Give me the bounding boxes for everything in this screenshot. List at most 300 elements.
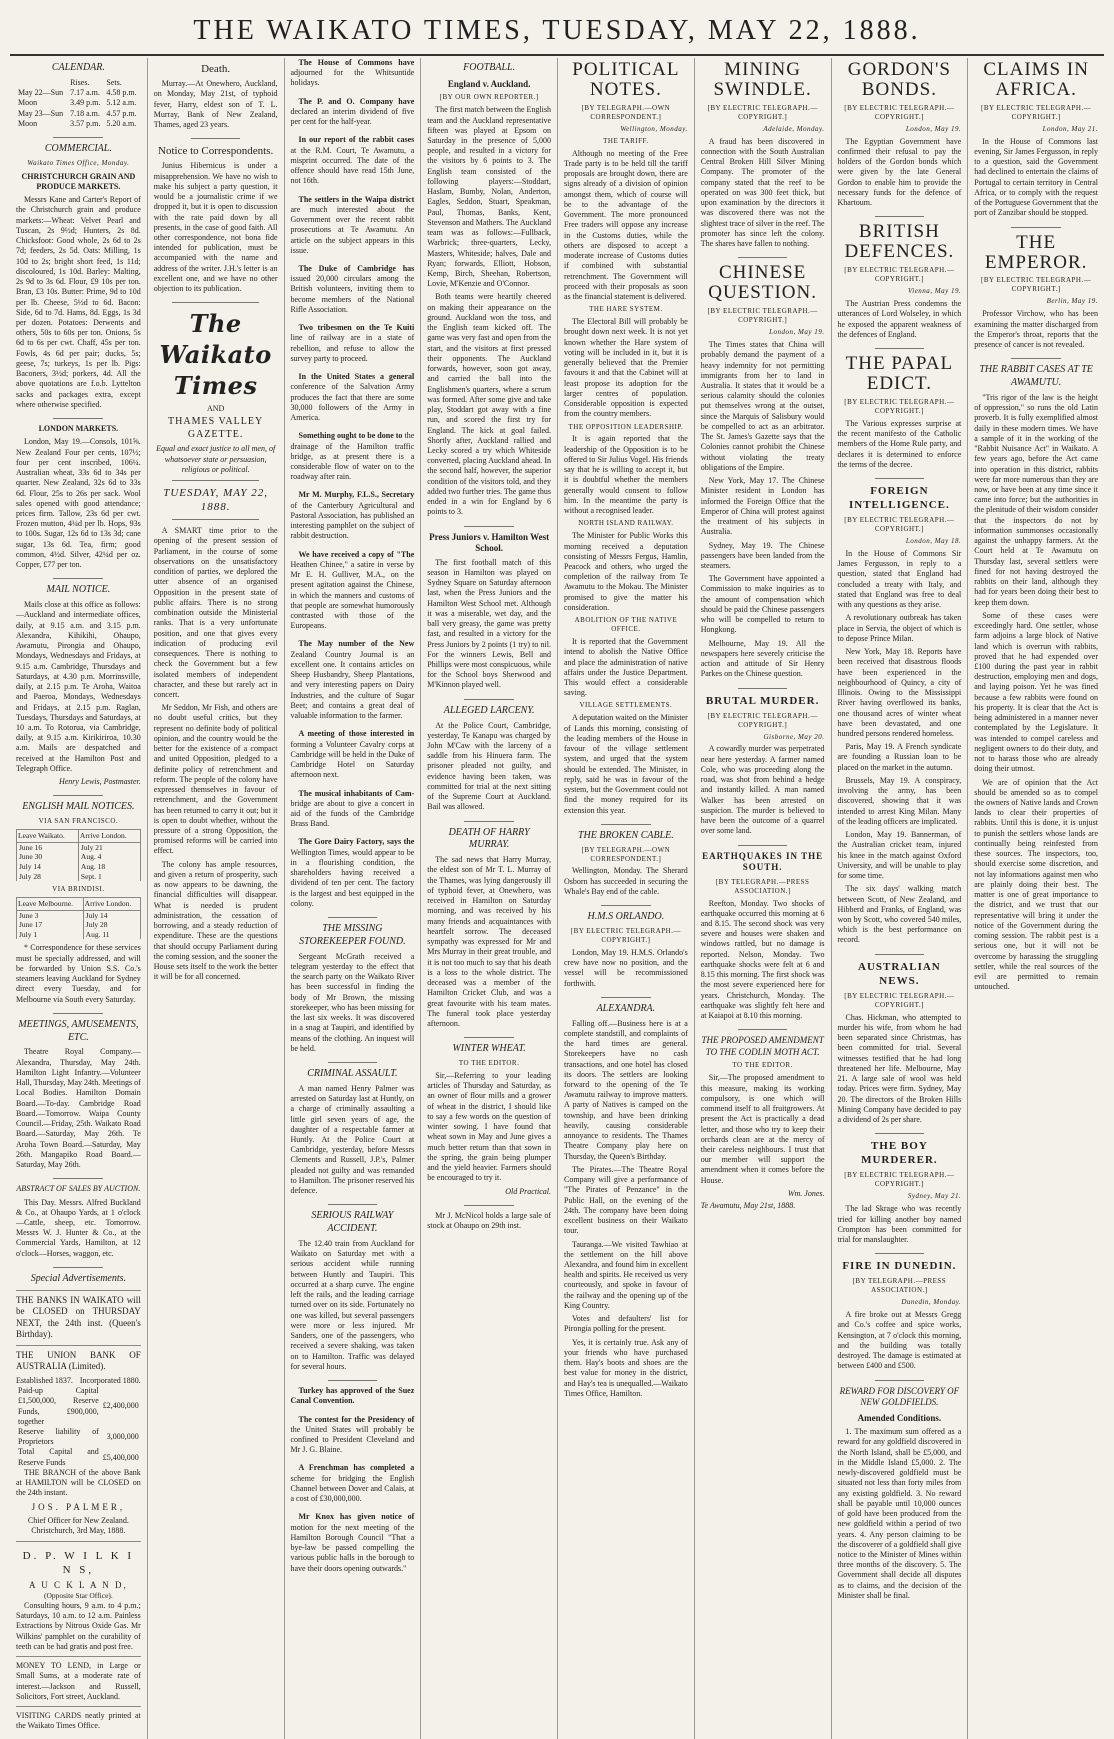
hare-body: The Electoral Bill will probably be brought down next week. It is not yet known whether the Hare system of voting will be included in it, but it is generally believed that the Premier favours it and that the Cabinet will at least propose its adoption for the larger centres of population. Considerable opposition is expected from the country members. [564,317,688,419]
dentist-addr: (Opposite Star Office). [43,1591,113,1601]
table-header: Arrive London. [83,898,140,911]
union-est: Established 1837. [16,1375,73,1385]
table-cell: July 28 [83,920,140,930]
rabbit-body: "Tris rigor of the law is the height of oppression," so runs the old Latin proverb. It is fully exemplified almost daily in these modern times. We have a sample of it in the working of the "Rabbit Nuisance Act" in Waikato. A few years ago, before the Act came into operation in this district, rabbits were far more numerous than they are now, or have been at any time since it came into force; but the authorities in the plenitude of their wisdom consider that the inspectors do not by information summonses occasionally against the unhappy farmers. At the Court held at Te Awamutu on Thursday last, several settlers were fined for not having destroyed the rabbits on their land, although they had for years been doing their best to keep them down. [974,392,1098,607]
rabbit-title: THE RABBIT CASES AT TE AWAMUTU. [979,364,1093,389]
table-cell: 7.18 a.m. [70,108,100,118]
wheat-title: WINTER WHEAT. [452,1043,526,1055]
emperor-title: THE EMPEROR. [984,231,1088,273]
paper-sub: THAMES VALLEY GAZETTE. [168,415,264,440]
larceny-title: ALLEGED LARCENY. [443,704,535,716]
paper-tag: Equal and exact justice to all men, of whatsoever state or persuasion, religious or political. [156,444,276,474]
table-row [17,830,141,843]
item-lead: Mr Knox has given notice of [298,1512,415,1522]
mining-place: Adelaide, Monday. [763,124,825,133]
item-body: adjourned for the Whitsuntide holidays. [290,68,415,88]
table-cell: June 17 [17,920,84,930]
divider [328,917,378,918]
news-item [291,135,415,186]
football-body: Both teams were heartily cheered on making their appearance on the ground. Auckland won the toss, and the English team kicked off. The game was very fast and open from the start, and the visitors at first pressed their opponents. The Auckland forwards, however, soon got away, and carried the ball into the Englishmen's quarters, where a scrum was formed. After some give and take play, Stoddart got away with a fine run, and scored the first try for England. The kick at goal failed. Shortly after, Auckland rallied and Lecky scored a try which Whiteside converted, placing Auckland ahead. In the second half, however, the superior condition of the visitors told, and they added two further tries. The game thus ended in a win for England by 6 points to 3. [427,292,551,517]
death-body: Murray.—At Onewhero, Auckland, on Monday, May 21st, of typhoid fever, Harry, eldest son of T. L. Murray, Bank of New Zealand, Thames, aged 23 years. [153,79,278,130]
item-lead: The P. and O. Company have [298,96,415,106]
table-cell: Reserve liability of Proprietors [18,1426,99,1447]
alexandra-body: The Pirates.—The Theatre Royal Company will give a performance of "The Pirates of Penzance" in the Public Hall, on the evening of the 24th. The company have been doing excellent business on their Waikato tour. [564,1164,688,1236]
visiting-ad [16,1706,141,1731]
calendar-title: CALENDAR. [51,62,105,73]
australian-body: Chas. Hickman, who attempted to murder his wife, from whom he had been separated since Christmas, has been committed for trial. Several witnesses testified that he had long threatened her life. Melbourne, May 21. A large sale of wool was held today. Prices were firm. Sydney, May 20. The directors of the Broken Hills Mining Company have decided to pay a dividend of 2s per share. [837,1012,962,1125]
gordon-title: GORDON'S BONDS. [847,59,952,100]
special-ads [16,1273,141,1732]
boy-body: The lad Skrage who was recently tried for killing another boy named Crompton has been committed for trial for manslaughter. [837,1204,962,1245]
emperor-body: Professor Virchow, who has been examining the matter discharged from the Emperor's throat, reports that the presence of cancer is not revealed. [974,309,1098,350]
mining-article [701,60,825,249]
paper-and: AND [206,403,225,413]
emperor-by: [BY ELECTRIC TELEGRAPH.—COPYRIGHT.] [981,276,1092,294]
wheat-sign: Old Practical. [505,1186,551,1196]
column-2 [147,58,284,1739]
item-lead: The settlers in the Waipa district [298,194,415,204]
death-article-title: DEATH OF HARRY MURRAY. [448,826,530,851]
notice-correspondents [154,144,278,294]
chinese-title: CHINESE QUESTION. [708,262,817,304]
item-lead: The Gore Dairy Factory, says the [298,837,415,847]
divider [464,821,514,822]
table-row [16,1447,141,1467]
news-item [291,195,415,256]
visiting-body: VISITING CARDS neatly printed at the Waikato Times Office. [16,1710,141,1731]
divider [172,302,259,303]
fire-article [838,1259,962,1371]
mining-body: A fraud has been discovered in connection with the South Australian Central Broken Hill Silver Mining Company. The promoter of the company stated that the reef to be operated on was 300 feet thick, but upon examination by the directors it was discovered there was not the slightest trace of silver in the reef. The promoter has since left the colony. The shares have fallen to nothing. [700,136,825,249]
item-lead: In the United States a general [298,372,415,382]
divider [875,478,925,479]
column-7 [831,58,968,1739]
table-cell: Moon [18,118,38,128]
divider [53,1267,103,1268]
wheat-sub: TO THE EDITOR. [458,1059,520,1067]
boy-article [838,1139,962,1245]
mail-notice [16,584,141,787]
calendar-table [16,78,141,129]
news-item [291,264,415,315]
claims-by: [BY ELECTRIC TELEGRAPH.—COPYRIGHT.] [981,103,1092,121]
chinese-body: The Times states that China will probably demand the payment of a heavy indemnity for not permitting immigrants from her to land in Australia. It states that it would be a serious calamity should the colonies put themselves wrong at the outset, since the Marquis of Salisbury would be compelled to act as an arbitrator. The St. James's Gazette says that the Colonies cannot prohibit the Chinese without violating the treaty obligations of the Empire. [700,340,825,472]
item-body: Wellington Times, would appear to be in a flourishing condition, the shareholders having received a dividend of ten per cent. The factory is the largest and best equipped in the colony. [290,847,415,908]
item-body: at the R.M. Court, Te Awamutu, a misprint occurred. The date of the offence should have read 15th June, not 16th. [290,145,415,186]
news-item [291,1415,415,1456]
political-place: Wellington, Monday. [620,124,688,133]
abstract-sales [16,1184,141,1259]
table-cell: Sept. 1 [78,872,140,882]
mail-sign: Henry Lewis, Postmaster. [58,777,141,787]
paper-masthead [154,309,278,520]
masthead-title: THE WAIKATO TIMES, TUESDAY, MAY 22, 1888. [193,15,921,46]
chinese-body: The Government have appointed a Commission to make inquiries as to the amount of compensation which should be paid the Chinese passengers who will be compelled to return to Hongkong. [700,574,825,635]
divider [875,954,925,955]
broken-body: Wellington, Monday. The Sherard Osborn has succeeded in securing the Whale's Bay end of the cable. [564,866,688,896]
papal-by: [BY ELECTRIC TELEGRAPH.—COPYRIGHT.] [844,397,955,415]
divider [464,526,514,527]
item-lead: The Duke of Cambridge has [298,263,415,273]
money-body: MONEY TO LEND, in Large or Small Sums, at a moderate rate of interest.—Jackson and Russell, Solicitors, Fort street, Auckland. [16,1661,141,1701]
reward-article [838,1386,962,1602]
alexandra-body: Yes, it is certainly true. Ask any of your friends who have purchased them. Hay's boots and shoes are the best value for money in the district, and Hay's tea is unequalled.—Waikato Times Office, Hamilton. [564,1337,688,1398]
boy-by: [BY ELECTRIC TELEGRAPH.—COPYRIGHT.] [844,1171,955,1189]
news-item [291,490,415,541]
union-dates [16,1376,141,1386]
juniors-title: Press Juniors v. Hamilton West School. [429,531,550,554]
foreign-title: FOREIGN INTELLIGENCE. [849,485,950,512]
british-place: Vienna, May 19. [908,287,962,296]
paper-title: The Waikato Times [159,309,272,400]
divider [53,137,103,138]
paper-date: TUESDAY, MAY 22, 1888. [163,487,269,514]
item-lead: Something ought to be done to [298,431,403,441]
news-item [291,97,415,128]
abstract-title: ABSTRACT OF SALES BY AUCTION. [16,1184,141,1194]
alexandra-body: Falling off.—Business here is at a complete standstill, and complaints of the hard times are general. Storekeepers have no cash transactions, and one hotel has closed its doors. The settlers are looking forward to the opening of the Te Awamutu railway to improve matters. A party of Natives is camped on the township, and have been drinking heavily, causing considerable annoyance to residents. The Thames Theatre Company play here on Thursday, the Queen's Birthday. [564,1018,688,1161]
village-title: VILLAGE SETTLEMENTS. [579,701,673,710]
table-cell: July 14 [17,862,79,872]
editorial-para: The colony has ample resources, and given a return of prosperity, such as now appears to be dawning, the financial difficulties will disappear. What is needed is prudent administration, the cessation of borrowing, and a steady reduction of expenditure. These are the questions that should occupy Parliament during the coming session, and the sooner the House sets itself to the work the better it will be for all concerned. [153,859,278,982]
table-row [16,119,141,129]
divider [464,1037,514,1038]
news-item [291,729,415,780]
wheat-body: Sir,—Referring to your leading articles of Thursday and Saturday, as an owner of flour mills and a grower of wheat in the district, I should like to say a few words on the question of winter sowing. I have found that wheat sown in May and June gives a much better return than that sown in the spring, the grain being plumper and the yield heavier. Farmers should be encouraged to try it. [427,1070,551,1183]
abstract-body: This Day. Messrs. Alfred Buckland & Co., at Ohaupo Yards, at 1 o'clock—Cattle, sheep, etc. Tomorrow. Messrs W. J. Hunter & Co., at the Commercial Yards, Hamilton, at 12 o'clock—Horses, waggon, etc. [16,1197,141,1258]
commercial-office: Waikato Times Office, Monday. [27,158,130,167]
table-cell: Aug. 18 [78,862,140,872]
football-article [427,62,551,518]
alexandra-title: ALEXANDRA. [596,1002,656,1014]
banks-body: THE BANKS IN WAIKATO will be CLOSED on THURSDAY NEXT, the 24th inst. (Queen's Birthday). [16,1294,141,1340]
mining-title: MINING SWINDLE. [713,59,812,100]
british-body: The Austrian Press condemns the utterances of Lord Wolseley, in which he exposed the apparent weakness of the defences of England. [837,299,962,339]
mining-by: [BY ELECTRIC TELEGRAPH.—COPYRIGHT.] [707,103,818,121]
larceny-article [427,705,551,813]
table-cell: June 30 [17,852,79,862]
native-title: ABOLITION OF THE NATIVE OFFICE. [574,616,678,634]
table-cell: July 28 [17,872,79,882]
item-lead: Two tribesmen on the Te Kuiti [298,323,415,333]
divider [601,905,651,906]
dentist-city: A U C K L A N D, [29,1579,128,1590]
column-1 [10,58,147,1739]
foreign-body: New York, May 18. Reports have been received that disastrous floods have been experienced in the neighbourhood of Quincy, a city of Illinois. Owing to the Mississippi River having overflowed its banks, one thousand acres of winter wheat have been devastated, and one hundred persons rendered homeless. [837,647,962,738]
table-row [17,862,141,872]
table-row [17,852,141,862]
news-item [291,372,415,423]
ship-table-2 [16,897,141,939]
via-brindisi: VIA BRINDISI. [52,885,105,894]
table-cell: Total Capital and Reserve Funds [18,1447,99,1467]
orlando-title: H.M.S ORLANDO. [587,911,665,923]
brutal-title: BRUTAL MURDER. [705,694,820,707]
fire-title: FIRE IN DUNEDIN. [842,1260,957,1273]
australian-article [838,960,962,1126]
column-6 [694,58,831,1739]
table-cell: May 22—Sun [18,88,64,98]
foreign-body: Paris, May 19. A French syndicate are founding a Russian loan to be placed on the market in the autumn. [837,742,962,772]
london-markets [16,424,141,570]
british-title: BRITISH DEFENCES. [844,221,955,263]
union-inc: Incorporated 1880. [79,1375,141,1385]
divider [53,578,103,579]
emperor-article [974,233,1098,351]
meetings-title: MEETINGS, AMUSEMENTS, ETC. [18,1018,139,1043]
union-bank-name: THE UNION BANK OF AUSTRALIA (Limited). [16,1349,141,1372]
reward-body: 1. The maximum sum offered as a reward for any goldfield discovered in the North Island, shall be £5,000, and in the Middle Island £5,000. 2. The newly-discovered goldfield must be situated not less than forty miles from any existing goldfield. 3. No reward shall be payable until 10,000 ounces of gold have been produced from the new goldfield within a period of two years. 4. Any person claiming to be the discoverer of a goldfield shall give notice to the Minister of Mines within three months of the discovery. 5. The Government shall decide all disputes as to claims, and the decision of the Minister shall be final. [837,1427,962,1600]
british-by: [BY ELECTRIC TELEGRAPH.—COPYRIGHT.] [844,266,955,284]
divider [875,1253,925,1254]
wheat-article [427,1043,551,1197]
chinese-body: Melbourne, May 19. All the newspapers here severely criticise the action and attitude of Sir Henry Parkes on the Chinese question. [700,638,825,679]
table-row [16,88,141,98]
village-body: A deputation waited on the Minister of Lands this morning, consisting of the leading members of the House in favour of the village settlement system, and urged that the system should be extended. The Minister, in reply, said he was in favour of the system, but the Government could not find the money required for its extension this year. [564,713,688,815]
table-cell: June 3 [17,910,84,920]
table-row [16,1427,141,1447]
english-title: ENGLISH MAIL NOTICES. [22,801,135,813]
meetings-body: Theatre Royal Company.—Alexandra, Thursday, May 24th. Hamilton Light Infantry.—Volunteer Hall, Thursday, May 24th. Meetings of Local Bodies. Hamilton Domain Board.—To-day. Cambridge Road Board.—Tomorrow. Waipa County Council.—Friday, 25th. Waikato Road Board.—Saturday, May 26th. Te Aroha Town Board.—Saturday, May 26th. Mangapiko Road Board.—Saturday, May 26th. [16,1047,141,1170]
orlando-body: London, May 19. H.M.S. Orlando's crew have now no position, and the vessel will be recommissioned forthwith. [564,947,688,988]
column-8 [967,58,1104,1739]
alexandra-body: Tauranga.—We visited Tawhiao at the settlement on the hill above Alexandra, and found him in excellent health and spirits. He received us very courteously, and spoke in favour of the railway and the opening up of the King Country. [564,1239,688,1310]
orlando-by: [BY ELECTRIC TELEGRAPH.—COPYRIGHT.] [570,926,681,944]
criminal-body: A man named Henry Palmer was arrested on Saturday last at Huntly, on a charge of criminally assaulting a little girl seven years of age, the daughter of a respectable farmer at Huntly. At the Police Court at Cambridge, yesterday, before Messrs Clements and Russell, J.P.'s, Palmer pleaded not guilty and was remanded to Hamilton. The prisoner reserved his defence. [290,1083,415,1196]
news-item [291,789,415,830]
item-body: forming a Volunteer Cavalry corps at Cambridge will be held in the Duke of Cambridge Hotel on Saturday afternoon next. [290,739,415,780]
table-row [16,109,141,119]
christchurch-body: Messrs Kane and Carter's Report of the Christchurch grain and produce markets:—Wheat: Velvet Pearl and Tuscan, 2s 9½d; Hunters, 2s 8d. Chicksfoot: Good whole, 2s 6d to 2s 7d; feeders, 2s 5d. Oats: Milling, 1s 10d to 2s; bright short feed, 1s 11d; discoloured, 1s 10d. Barley: Malting, 2s 9d to 3s 6d. Flour, £9 10s per ton. Bran, £3 10s. Butter: Prime, 9d to 10d per lb. Cheese, 5½d to 6d. Bacon: Side, 6d to 7d. Hams, 8d. Eggs, 1s 3d per dozen. Potatoes: Derwents and others, 50s to 60s per ton. Onions, 5s 6d to 6s per cwt. Chaff, 45s per ton. Fowls, 4s 6d per pair; ducks, 5s; geese, 7s; turkeys, 1s per lb. Pigs: Baconers, 3½d; porkers, 4d. All the above quotations are f.o.b. Lyttelton sacks and packages extra, except where otherwise specified. [16,195,141,409]
claims-title: CLAIMS IN AFRICA. [983,59,1089,100]
news-item [291,1463,415,1504]
storekeeper-article [291,923,415,1054]
news-item [291,323,415,364]
football-title: FOOTBALL. [463,62,516,73]
item-body: declared an interim dividend of five per cent for the half-year. [290,106,415,127]
table-cell: 3,000,000 [106,1432,139,1442]
item-body: conference of the Salvation Army produces the fact that there are some 30,000 followers of the Army in America. [290,382,415,423]
columns [10,58,1104,1731]
chinese-article [701,263,825,679]
table-cell: £5,400,000 [102,1452,139,1462]
claims-article [974,60,1098,219]
table-header: Leave Waikato. [17,830,79,843]
gordon-by: [BY ELECTRIC TELEGRAPH.—COPYRIGHT.] [844,103,955,121]
banks-ad [16,1290,141,1341]
quake-article [701,851,825,1022]
broken-cable [564,830,688,897]
ship-table [16,829,141,881]
quake-body: Reefton, Monday. Two shocks of earthquake occurred this morning at 6 and 8.15. The second shock was very severe and houses were shaken and windows rattled, but no damage is reported. Nelson, Monday. Two earthquake shocks were felt at 6 and 8.15 this morning. The first shock was the most severe experienced here for years. Christchurch, Monday. The earthquake was slightly felt here and at Kaiapoi at 8.10 this morning. [700,898,825,1021]
football-by: [BY OUR OWN REPORTER.] [439,93,539,102]
broken-title: THE BROKEN CABLE. [577,829,674,841]
football-body: The first match between the English team and the Auckland representative fifteen was played at Epsom on Saturday in the presence of 5,000 people, and resulted in a victory for the visitors by 6 points to 3. The English team consisted of the following players:—Stoddart, Haslam, Bumby, Nolan, Anderton, Eagles, Seddon, Stuart, Speakman, Paul, Thomas, Banks, Kent, Stevenson and Mathers. The Auckland team was as follows:—Fullback, Warbrick; three-quarters, Lecky, Masters, Whiteside; halves, Dale and Ryan; forwards, Elliott, Hobson, Kemp, Birch, Sheehan, Robertson, Lovie, M'Kenzie and O'Connor. [427,105,551,289]
divider [738,688,788,689]
papal-body: The Various expresses surprise at the recent manifesto of the Catholic members of the Home Rule party, and declares it is determined to enforce the terms of the decree. [837,418,962,469]
fire-body: A fire broke out at Messrs Gregg and Co.'s coffee and spice works, Kensington, at 7 o'clock this morning, and the building was totally destroyed. The damage is estimated at between £400 and £500. [837,1310,962,1371]
divider [601,997,651,998]
table-cell: July 14 [83,910,140,920]
divider [172,519,259,520]
item-lead: We have received a copy of "The [298,549,415,559]
table-cell: Moon [18,98,38,108]
divider [53,418,103,419]
item-body: issued 20,000 circulars among the British volunteers, inviting them to become members of the National Rifle Association. [290,274,415,314]
papal-title: THE PAPAL EDICT. [845,353,954,394]
item-lead: The House of Commons have [298,58,415,67]
british-article [838,222,962,340]
item-lead: A Frenchman has completed a [298,1463,415,1473]
item-body: bridge are about to give a concert in aid of the funds of the Cambridge Brass Band. [290,798,415,829]
gordon-place: London, May 19. [905,124,962,133]
amend-sign: Wm. Jones. [787,1188,825,1198]
divider [601,824,651,825]
dentist-name: D. P. W I L K I N S, [22,1549,135,1576]
news-item [291,639,415,721]
tariff-body: Although no meeting of the Free Trade party is to be held till the tariff proposals are brought down, there are signs already of a division of opinion amongst them, which of course will be to the advantage of the Government. The more pronounced Free traders will oppose any increase in the Customs duties, while the others are disposed to accept a moderate increase of Customs duties if combined with substantial retrenchment. The Government will proceed with their proposals as soon as the financial statement is delivered. [564,148,688,301]
death-notice [154,62,278,130]
calendar [16,62,141,129]
quake-by: [BY TELEGRAPH.—PRESS ASSOCIATION.] [715,877,810,895]
juniors-article [427,532,551,691]
divider [464,1205,514,1206]
union-bank-ad [16,1345,141,1537]
table-cell: May 23—Sun [18,108,64,118]
table-header: Leave Melbourne. [17,898,84,911]
railway-body: The Minister for Public Works this morning received a deputation consisting of Messrs Fergus, Hamlin, Peacock and others, who urged the completion of the railway from Te Awamutu to the Mokau. The Minister promised to give the matter his consideration. [564,531,688,612]
palmer-name: JOS. PALMER, [31,1501,126,1512]
table-row [17,898,141,911]
christchurch-title: CHRISTCHURCH GRAIN AND PRODUCE MARKETS. [21,171,136,191]
storekeeper-body: Sergeant McGrath received a telegram yesterday to the effect that the search party on the Waikato River has been successful in finding the body of Mr Brown, the missing storekeeper, who has been missing for the last six weeks. It was discovered in a snag at Taupiri, and identified by means of the clothing. An inquest will be held. [290,951,415,1053]
fire-place: Dunedin, Monday. [901,1298,962,1307]
item-body: scheme for bridging the English Channel between Dover and Calais, at a cost of £30,000,000. [290,1473,415,1504]
foreign-by: [BY ELECTRIC TELEGRAPH.—COPYRIGHT.] [844,516,955,534]
item-body: Zealand Country Journal is an excellent one. It contains articles on Sheep Husbandry, Sheep Plantations, and very interesting papers on Dairy Industries, and the culture of Sugar Beet; and contains a great deal of valuable information to the farmer. [290,649,415,721]
larceny-body: At the Police Court, Cambridge, yesterday, Te Kanapu was charged by John M'Caw with the larceny of a saddle from his Hinuera farm. The prisoner pleaded not guilty, and evidence having been taken, was committed for trial at the next sitting of the Supreme Court at Auckland. Bail was allowed. [427,720,551,812]
table-header: Arrive London. [78,830,140,843]
divider [875,1380,925,1381]
item-lead: The contest for the Presidency of [298,1414,415,1424]
item-body: line of railway are in a state of rebellion, and refuse to allow the survey party to proceed. [290,333,415,363]
branch-text: THE BRANCH of the above Bank at HAMILTON will be CLOSED on the 24th instant. [16,1467,141,1498]
leadership-title: THE OPPOSITION LEADERSHIP. [568,422,684,431]
table-row [16,1386,141,1427]
item-lead: The musical inhabitants of Cam- [298,788,415,798]
rabbit-body: We are of opinion that the Act should be amended so as to compel the owners of Native lands and Crown lands to clear their properties of rabbits. Until this is done, it is unjust to punish the settlers whose lands are continually being reinfested from these sources. The inspectors, too, should exercise some discretion, and not lay informations against men who are plainly doing their best. The matter is one of great importance to the district, and we trust that our representative will bring it under the notice of the Government during the coming session. The rabbit pest is a serious one, but it will not be overcome by harassing the struggling settler, while the real sources of the evil are permitted to remain untouched. [974,777,1098,992]
table-row [17,920,141,930]
editorial-para: Mr Seddon, Mr Fish, and others are no doubt useful critics, but they represent no definite body of political opinion, and the country would be the better for the existence of a compact and united Opposition, pledged to a definite policy of retrenchment and reform. The people of the colony have expressed themselves in favour of retrenchment, and the Government has been returned to carry it out; but it is open to doubt whether, without the pressure of a strong Opposition, the promised reforms will be carried into effect. [153,703,278,856]
table-cell: 4.57 p.m. [106,108,137,118]
native-body: It is reported that the Government intend to abolish the Native Office and place the administration of native affairs under the Justice Department. This would effect a considerable saving. [564,637,688,698]
english-mail [16,801,141,1004]
london-title: LONDON MARKETS. [38,424,119,434]
death-article-body: The sad news that Harry Murray, the eldest son of Mr T. L. Murray of the Thames, was lying dangerously ill of typhoid fever, at Onewhero, was received in Hamilton on Saturday morning, and was received by his many friends and acquaintances with heartfelt sorrow. The deceased sympathy was expressed for Mr and Mrs Murray in their great trouble, and it is not too much to say that his death is a loss to the whole district. The deceased was a member of the Hamilton Cricket Club, and was a great favourite with his team mates. The funeral took place yesterday afternoon. [427,855,551,1028]
reward-sub: Amended Conditions. [857,1412,942,1423]
news-item [291,58,415,89]
brutal-by: [BY ELECTRIC TELEGRAPH.—COPYRIGHT.] [707,711,818,729]
amend-place: Te Awamutu, May 21st, 1888. [700,1201,796,1211]
item-body: the drainage of the Hamilton traffic bridge, as at present there is a considerable flow of water on to the roadway after rain. [290,431,415,482]
boy-place: Sydney, May 21. [907,1192,962,1201]
editorial [154,526,278,982]
item-body: are much interested about the Government over the recent rabbit prosecutions at Te Awamutu. An article on the subject appears in this issue. [290,204,415,255]
railway-title: NORTH ISLAND RAILWAY. [578,519,674,528]
table-cell: Paid-up Capital £1,500,000, Reserve Funds, £900,000, together [18,1386,99,1426]
item-lead: The May number of the New [298,639,415,649]
juniors-body: The first football match of this season in Hamilton was played on Sydney Square on Saturday afternoon last, when the Press Juniors and the Hamilton West School met. Although it was a miserable, wet day, and the ball very greasy, the game was pretty fast, and resulted in a victory for the Press Juniors by 2 points (1 try) to nil. For the winners Lewis, Bell and Phillips were most conspicuous, while for the School boys Sherwood and M'Kinnon played well. [427,557,551,690]
divider [875,348,925,349]
notice-title: Notice to Correspondents. [158,145,274,158]
divider [464,699,514,700]
claims-body: In the House of Commons last evening, Sir James Fergusson, in reply to a question, said the Government had declined to entertain the claims of Portugal to certain territory in Central Africa, or to comply with the request of the Portuguese Government that the port of Zanzibar should be stopped. [974,136,1098,218]
foreign-body: The six days' walking match between Scott, of New Zealand, and Hibberd and Franks, of England, was won by Scott, who covered 540 miles, which is the best performance on record. [837,884,962,945]
death-title: Death. [201,63,231,75]
commercial-title: COMMERCIAL. [44,142,112,154]
railway-body: The 12.40 train from Auckland for Waikato on Saturday met with a serious accident while running between Huntly and Taupiri. This occurred at a sharp curve. The engine left the rails, and the leading carriage turned over on its side. Fortunately no one was killed, but several passengers were more or less injured. Mr Sanders, one of the passengers, who received a severe shaking, was taken on to Hamilton. Traffic was delayed for several hours. [290,1239,415,1371]
claims-place: London, May 21. [1042,124,1098,133]
amend-sub: TO THE EDITOR. [732,1061,793,1070]
meetings [16,1019,141,1170]
table-row [17,910,141,920]
item-lead: In our report of the rabbit cases [298,135,415,145]
dentist-body: Consulting hours, 9 a.m. to 4 p.m.; Saturdays, 10 a.m. to 12 a.m. Painless Extractions by Nitrous Oxide Gas. Mr Wilkins' pamphlet on the curability of teeth can be had gratis and post free. [16,1600,141,1651]
dentist-ad [16,1541,141,1652]
item-body: Heathen Chinee," a satire in verse by Mr E. H. Gulliver, M.A., on the present agitation against the Chinese, in which the manners and customs of that people are somewhat humorously contrasted with those of the Europeans. [290,559,415,631]
palmer-role: Chief Officer for New Zealand. Christchurch, 3rd May, 1888. [27,1516,129,1536]
reward-title: REWARD FOR DISCOVERY OF NEW GOLDFIELDS. [839,1385,960,1408]
rabbit-body: Some of these cases were exceedingly hard. One settler, whose farm adjoins a large block of Native land which is overrun with rabbits, proved that he had expended over £100 during the past year in rabbit destruction, employing men and dogs, and laying poison. Yet he was fined because a few rabbits were found on his property. It is clear that the Act is being administered in a manner never contemplated by the Legislature. It was intended to compel careless and negligent owners to do their duty, and not to harass those who are already doing their utmost. [974,610,1098,774]
alexandra [564,1003,688,1399]
table-row [17,872,141,882]
divider [738,257,788,258]
hare-title: THE HARE SYSTEM. [589,305,663,314]
fire-by: [BY TELEGRAPH.—PRESS ASSOCIATION.] [852,1277,947,1295]
divider [875,1133,925,1134]
item-body: motion for the next meeting of the Hamilton Borough Council "That a bye-law be passed compelling the various public halls in the borough to have their doors opening outwards." [290,1522,415,1573]
table-cell: £2,400,000 [102,1401,139,1411]
boy-title: THE BOY MURDERER. [861,1140,938,1167]
money-ad [16,1656,141,1702]
news-item [291,1386,415,1406]
table-cell: 5.20 a.m. [106,118,137,128]
column-4 [420,58,557,1739]
leadership-body: It is again reported that the leadership of the Opposition is to be offered to Sir Julius Vogel. His friends say that he is willing to accept it, but it is doubtful whether the members generally would consent to follow him. In the meantime the party is without a recognised leader. [564,434,688,516]
amend-article [701,1035,825,1211]
political-notes [564,60,688,816]
divider [328,1062,378,1063]
chinese-body: New York, May 17. The Chinese Minister resident in London has informed the Foreign Office that the Emperor of China will protest against the treatment of his subjects in Australia. [700,476,825,537]
table-cell: 3.49 p.m. [70,98,101,108]
news-item [291,431,415,482]
foreign-body: A revolutionary outbreak has taken place in Servia, the object of which is to depose Prince Milan. [837,613,962,643]
capital-table [16,1386,141,1468]
mail-foot: * Correspondence for these services must be specially addressed, and will be forwarded by Union S.S. Co.'s steamers leaving Auckland for Sydney direct every Tuesday, and for Melbourne via South every Saturday. [16,943,141,1004]
divider [738,845,788,846]
mail-title: MAIL NOTICE. [46,584,111,596]
foreign-body: Brussels, May 19. A conspiracy, involving the army, has been discovered, showing that it was intended to arrest King Milan. Many of the leading officers are implicated. [837,775,962,826]
chinese-body: Sydney, May 19. The Chinese passengers have been landed from the steamers. [700,540,825,570]
table-cell: June 16 [17,842,79,852]
table-cell: Aug. 4 [78,852,140,862]
divider [172,480,259,481]
table-row [17,930,141,940]
divider [875,216,925,217]
table-row [16,98,141,108]
special-title: Special Advertisements. [30,1272,127,1284]
table-row [17,842,141,852]
